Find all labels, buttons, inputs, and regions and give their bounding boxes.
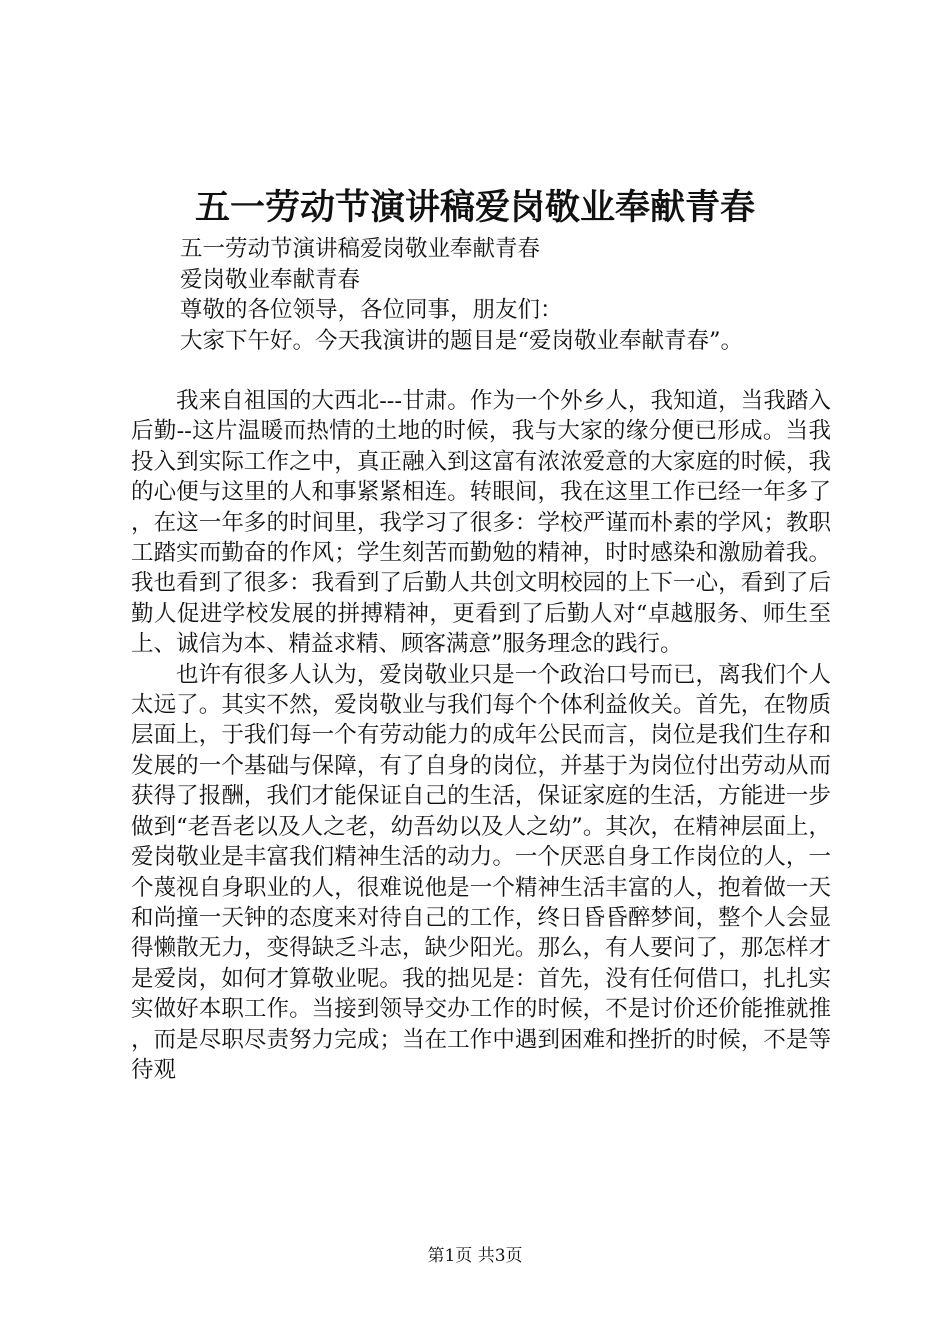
page-number-footer: 第1页 共3页 (427, 1246, 523, 1266)
intro-line-salutation: 尊敬的各位领导，各位同事，朋友们： (180, 297, 563, 323)
intro-line-theme: 爱岗敬业奉献青春 (180, 266, 361, 293)
body-paragraph: 也许有很多人认为，爱岗敬业只是一个政治口号而已，离我们个人太远了。其实不然，爱岗敬业与我们每个个体利益攸关。首先，在物质层面上，于我们每一个有劳动能力的成年公民而言，岗位是我们生存和发展的一个基础与保障，有了自身的岗位，并基于为岗位付出劳动从而获得了报酬，我们才能保证自己的生活，保证家庭的生活，方能进一步做到“老吾老以及人之老，幼吾幼以及人之幼”。其次，在精神层面上，爱岗敬业是丰富我们精神生活的动力。一个厌恶自身工作岗位的人，一个蔑视自身职业的人，很难说他是一个精神生活丰富的人，抱着做一天和尚撞一天钟的态度来对待自己的工作，终日昏昏醉梦间，整个人会显得懒散无力，变得缺乏斗志，缺少阳光。那么，有人要问了，那怎样才是爱岗，如何才算敬业呢。我的拙见是：首先，没有任何借口，扎扎实实做好本职工作。当接到领导交办工作的时候，不是讨价还价能推就推，而是尽职尽责努力完成；当在工作中遇到困难和挫折的时候，不是等待观 (131, 661, 831, 1083)
intro-line-greeting: 大家下午好。今天我演讲的题目是“爱岗敬业奉献青春”。 (180, 327, 744, 354)
body-text (131, 386, 831, 1085)
body-paragraph: 我来自祖国的大西北---甘肃。作为一个外乡人，我知道，当我踏入后勤--这片温暖而热情的土地的时候，我与大家的缘分便已形成。当我投入到实际工作之中，真正融入到这富有浓浓爱意的大家庭的时候，我的心便与这里的人和事紧紧相连。转眼间，我在这里工作已经一年多了，在这一年多的时间里，我学习了很多：学校严谨而朴素的学风；教职工踏实而勤奋的作风；学生刻苦而勤勉的精神，时时感染和激励着我。我也看到了很多：我看到了后勤人共创文明校园的上下一心，看到了后勤人促进学校发展的拼搏精神，更看到了后勤人对“卓越服务、师生至上、诚信为本、精益求精、顾客满意”服务理念的践行。 (131, 388, 831, 658)
intro-line-subtitle: 五一劳动节演讲稿爱岗敬业奉献青春 (180, 236, 541, 262)
intro-block (180, 234, 900, 356)
document-title: 五一劳动节演讲稿爱岗敬业奉献青春 (194, 187, 755, 228)
